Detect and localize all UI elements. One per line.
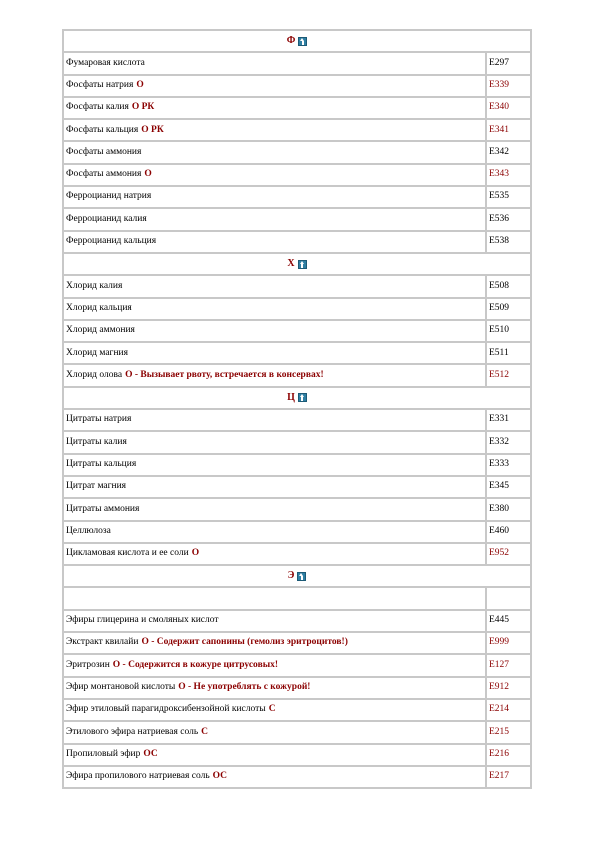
additive-name: Хлорид олова — [66, 369, 123, 380]
additive-name: Эфиры глицерина и смоляных кислот — [66, 615, 219, 626]
table-row — [64, 455, 530, 475]
table-row — [64, 299, 530, 319]
additive-warning: О - Не употреблять с кожурой! — [178, 682, 311, 692]
additive-name-cell — [64, 321, 485, 341]
e-code-cell — [487, 209, 530, 229]
table-row — [64, 276, 530, 296]
additive-name-cell — [64, 53, 485, 73]
e-code-cell — [487, 299, 530, 319]
e-code-cell — [487, 276, 530, 296]
e-code-cell — [487, 455, 530, 475]
additive-name: Цитраты аммония — [66, 503, 140, 514]
additive-name: Фосфаты натрия — [66, 79, 134, 90]
table-row — [64, 700, 530, 720]
section-header — [64, 388, 530, 408]
table-row — [64, 745, 530, 765]
e-code-cell — [487, 544, 530, 564]
table-row — [64, 499, 530, 519]
table-row — [64, 767, 530, 787]
additive-name: Ферроцианид кальция — [66, 236, 157, 247]
additive-name-cell — [64, 477, 485, 497]
e-code-cell — [487, 745, 530, 765]
section-header-cell — [64, 254, 530, 274]
additive-name-cell — [64, 98, 485, 118]
additive-name: Фосфаты калия — [66, 102, 129, 113]
e-code-cell — [487, 142, 530, 162]
e-code-cell — [487, 76, 530, 96]
additive-name-cell — [64, 588, 485, 608]
e-code-cell — [487, 343, 530, 363]
e-code: E341 — [489, 124, 510, 135]
section-header-cell — [64, 566, 530, 586]
additive-name-cell — [64, 633, 485, 653]
e-code: E342 — [489, 146, 510, 157]
e-code-cell — [487, 722, 530, 742]
additive-warning: О — [144, 169, 152, 180]
e-code-cell — [487, 365, 530, 385]
additive-name-cell — [64, 276, 485, 296]
e-code: E297 — [489, 57, 510, 68]
additive-name: Эфир монтановой кислоты — [66, 682, 176, 692]
additive-name: Целлюлоза — [66, 525, 111, 536]
additive-name-cell — [64, 299, 485, 319]
additive-name-cell — [64, 767, 485, 787]
additive-name: Эфир этиловый парагидроксибензойной кислоты — [66, 704, 266, 715]
additive-name: Цикламовая кислота и ее соли — [66, 548, 189, 559]
additive-name: Цитраты кальция — [66, 459, 137, 470]
additive-warning: ОС — [143, 748, 158, 759]
table-row — [64, 432, 530, 452]
additive-name: Цитраты калия — [66, 436, 127, 447]
additive-warning: ОС — [212, 771, 228, 782]
additive-name-cell — [64, 700, 485, 720]
additive-name: Хлорид кальция — [66, 302, 132, 313]
additive-name-cell — [64, 142, 485, 162]
table-row — [64, 321, 530, 341]
up-arrow-icon[interactable] — [297, 572, 306, 581]
additive-name: Хлорид аммония — [66, 325, 135, 336]
e-code-cell — [487, 678, 530, 698]
additive-name-cell — [64, 209, 485, 229]
additive-name-cell — [64, 343, 485, 363]
e-code-cell — [487, 588, 530, 608]
e-code: E512 — [489, 369, 510, 380]
table-row — [64, 678, 530, 698]
e-code: E214 — [489, 704, 510, 715]
up-arrow-icon[interactable] — [298, 37, 307, 46]
e-code-cell — [487, 611, 530, 631]
additive-warning: О РК — [131, 102, 155, 113]
table-row — [64, 53, 530, 73]
e-code: E999 — [489, 637, 510, 648]
e-code-cell — [487, 499, 530, 519]
section-header — [64, 566, 530, 586]
e-code-cell — [487, 98, 530, 118]
e-code-cell — [487, 53, 530, 73]
additive-warning: О - Содержится в кожуре цитрусовых! — [112, 659, 279, 670]
additive-warning: О - Вызывает рвоту, встречается в консервах! — [125, 369, 324, 380]
up-arrow-icon[interactable] — [298, 393, 307, 402]
additive-name-cell — [64, 544, 485, 564]
additive-name-cell — [64, 365, 485, 385]
additive-name-cell — [64, 165, 485, 185]
additive-name-cell — [64, 522, 485, 542]
e-code: E538 — [489, 236, 510, 247]
table-row — [64, 544, 530, 564]
additive-name: Фосфаты кальция — [66, 124, 139, 135]
section-letter: Ф — [286, 35, 296, 47]
additive-name: Фосфаты аммония — [66, 146, 142, 157]
e-code: E460 — [489, 525, 510, 536]
additive-name: Хлорид магния — [66, 347, 128, 358]
e-code: E216 — [489, 748, 510, 759]
e-code: E535 — [489, 191, 510, 202]
additive-name: Фосфаты аммония — [66, 169, 142, 180]
additive-warning: С — [268, 704, 276, 715]
section-letter: Ц — [287, 391, 295, 403]
section-header — [64, 31, 530, 51]
additive-name: Ферроцианид калия — [66, 213, 147, 224]
e-code: E445 — [489, 615, 510, 626]
e-code-cell — [487, 321, 530, 341]
e-code: E333 — [489, 459, 510, 470]
additive-name-cell — [64, 410, 485, 430]
additive-name: Пропиловый эфир — [66, 748, 141, 759]
e-code-cell — [487, 522, 530, 542]
e-code: E508 — [489, 280, 510, 291]
additive-name-cell — [64, 745, 485, 765]
additive-name: Ферроцианид натрия — [66, 191, 152, 202]
section-header-cell — [64, 388, 530, 408]
e-code-cell — [487, 767, 530, 787]
table-row — [64, 410, 530, 430]
table-row — [64, 343, 530, 363]
e-code: E217 — [489, 771, 510, 782]
e-code: E345 — [489, 481, 510, 492]
e-code-cell — [487, 120, 530, 140]
e-code: E340 — [489, 102, 510, 113]
table-row — [64, 588, 530, 608]
e-code: E331 — [489, 414, 510, 425]
section-header — [64, 254, 530, 274]
e-code-cell — [487, 633, 530, 653]
table-row — [64, 142, 530, 162]
section-letter: Х — [287, 258, 295, 270]
table-row — [64, 522, 530, 542]
additive-name: Цитраты натрия — [66, 414, 132, 425]
e-code-cell — [487, 477, 530, 497]
additive-name-cell — [64, 611, 485, 631]
additive-name-cell — [64, 722, 485, 742]
e-code-cell — [487, 165, 530, 185]
additive-name: Экстракт квилайи — [66, 637, 139, 648]
additive-name: Эфира пропилового натриевая соль — [66, 771, 210, 782]
additive-name-cell — [64, 499, 485, 519]
e-code: E511 — [489, 347, 509, 358]
e-code: E343 — [489, 169, 510, 180]
additive-name-cell — [64, 455, 485, 475]
e-code: E509 — [489, 302, 510, 313]
additive-name-cell — [64, 655, 485, 675]
e-code: E510 — [489, 325, 510, 336]
table-row — [64, 611, 530, 631]
additive-name-cell — [64, 432, 485, 452]
additive-warning: О — [136, 79, 144, 90]
e-code-cell — [487, 187, 530, 207]
section-header-cell — [64, 31, 530, 51]
up-arrow-icon[interactable] — [298, 260, 307, 269]
additive-name: Эритрозин — [66, 659, 110, 670]
table-body — [64, 31, 530, 787]
table-row — [64, 76, 530, 96]
additive-name-cell — [64, 76, 485, 96]
additive-warning: О РК — [141, 124, 164, 135]
e-code-cell — [487, 410, 530, 430]
additive-name-cell — [64, 187, 485, 207]
additive-name: Этилового эфира натриевая соль — [66, 726, 199, 737]
table-row — [64, 477, 530, 497]
table-row — [64, 209, 530, 229]
e-code-cell — [487, 232, 530, 252]
additive-name: Цитрат магния — [66, 481, 127, 492]
table-row — [64, 365, 530, 385]
table-row — [64, 165, 530, 185]
e-code: E215 — [489, 726, 510, 737]
additive-warning: О — [191, 548, 200, 559]
e-code: E127 — [489, 659, 510, 670]
e-code-cell — [487, 432, 530, 452]
table-row — [64, 187, 530, 207]
table-row — [64, 98, 530, 118]
e-code: E536 — [489, 213, 510, 224]
e-code-cell — [487, 655, 530, 675]
table-row — [64, 633, 530, 653]
e-code: E912 — [489, 682, 510, 692]
additive-name: Фумаровая кислота — [66, 57, 145, 68]
additive-name: Хлорид калия — [66, 280, 123, 291]
table-row — [64, 120, 530, 140]
e-code: E332 — [489, 436, 510, 447]
table-row — [64, 722, 530, 742]
table-row — [64, 655, 530, 675]
additive-name-cell — [64, 120, 485, 140]
e-code-cell — [487, 700, 530, 720]
e-code: E380 — [489, 503, 510, 514]
additive-warning: С — [201, 726, 209, 737]
additive-name-cell — [64, 678, 485, 698]
e-code: E339 — [489, 79, 510, 90]
e-code: E952 — [489, 548, 510, 559]
additive-warning: О - Содержит сапонины (гемолиз эритроцитов!) — [141, 637, 348, 648]
table-row — [64, 232, 530, 252]
additive-name-cell — [64, 232, 485, 252]
section-letter: Э — [287, 570, 295, 582]
additives-table — [62, 29, 532, 789]
